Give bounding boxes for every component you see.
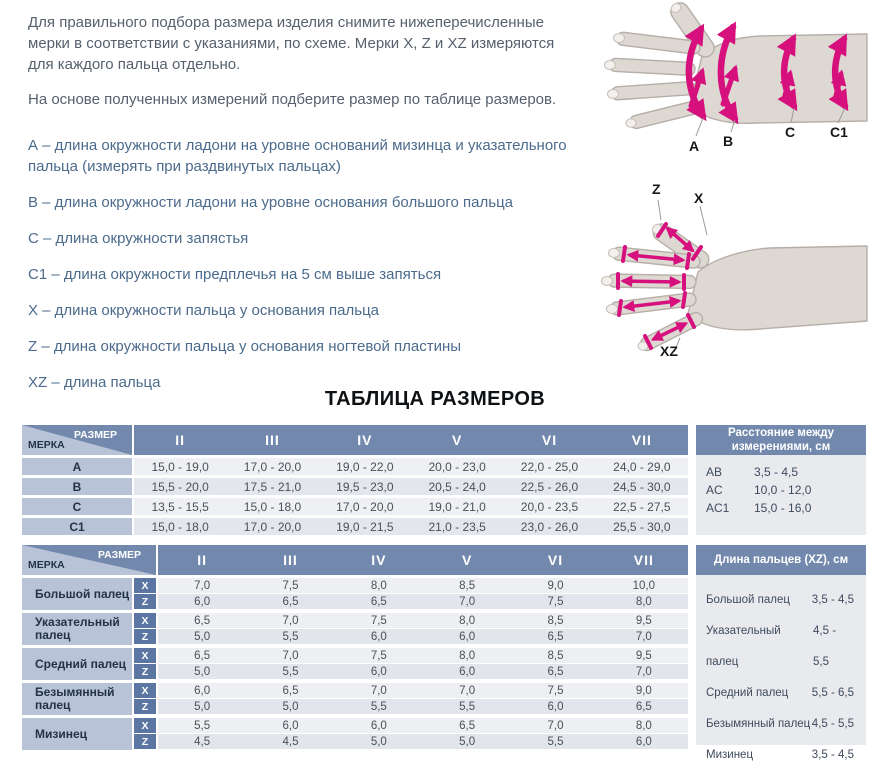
corner-cell [22, 425, 132, 455]
finger-group-row [22, 718, 688, 750]
finger-size-cell: 6,5 [459, 719, 476, 732]
finger-length-row [696, 678, 866, 709]
finger-size-cell: 8,5 [459, 579, 476, 592]
distance-label: AC1 [706, 501, 730, 515]
size-range-cell: 24,5 - 30,0 [613, 479, 671, 494]
finger-name-label: Безымянный палец [22, 683, 132, 715]
distance-panel [696, 425, 866, 535]
size-range-cell: 20,0 - 23,0 [428, 459, 486, 474]
finger-size-cell: 5,5 [282, 630, 299, 643]
finger-size-cell: 6,5 [547, 665, 564, 678]
finger-size-cell: 5,0 [459, 735, 476, 748]
finger-size-cell: 7,0 [635, 630, 652, 643]
size-columns [134, 425, 688, 455]
finger-size-cell: 6,5 [282, 595, 299, 608]
finger-size-cell: 6,0 [459, 630, 476, 643]
finger-length-label: Большой палец [706, 594, 790, 606]
finger-size-cell: 6,5 [194, 614, 211, 627]
finger-size-cell: 7,0 [547, 719, 564, 732]
finger-name-label: Мизинец [22, 718, 132, 750]
finger-length-label: Указательный палец [706, 625, 781, 668]
finger-length-value: 4,5 - 5,5 [813, 625, 837, 668]
finger-name-label: Указательный палец [22, 613, 132, 645]
finger-columns [158, 545, 688, 575]
finger-length-panel [696, 545, 866, 761]
finger-size-cell: 8,0 [370, 579, 387, 592]
size-range-cell: 23,0 - 26,0 [520, 519, 579, 534]
finger-size-cell: 6,0 [635, 735, 652, 748]
size-column-header: IV [357, 432, 373, 448]
finger-length-row [696, 585, 866, 616]
corner-size-label: РАЗМЕР [74, 429, 117, 441]
size-range-cell: 21,0 - 23,5 [428, 519, 486, 534]
measure-key-badge: Z [134, 664, 156, 679]
band-label-b: B [723, 133, 734, 149]
size-column-header: III [283, 552, 298, 568]
size-table-title: ТАБЛИЦА РАЗМЕРОВ [324, 388, 546, 410]
finger-measure-row [134, 664, 688, 679]
size-range-cell: 22,5 - 27,5 [613, 499, 671, 514]
measure-key-badge: X [134, 578, 156, 593]
size-column-header: IV [371, 552, 387, 568]
size-range-cell: 22,0 - 25,0 [520, 459, 579, 474]
size-column-header: III [265, 432, 280, 448]
finger-size-cell: 7,5 [370, 614, 387, 627]
finger-length-row [696, 740, 866, 771]
size-range-cell: 15,5 - 20,0 [151, 479, 209, 494]
size-table-header [22, 425, 688, 455]
intro-section [28, 12, 584, 408]
size-column-header: V [451, 432, 463, 448]
measure-key-badge: Z [134, 734, 156, 749]
finger-size-cell: 8,0 [635, 595, 652, 608]
distance-row [696, 463, 866, 481]
finger-measure-row [134, 718, 688, 733]
size-range-cell: 17,0 - 20,0 [243, 519, 302, 534]
finger-size-cell: 8,0 [635, 719, 652, 732]
measure-key-badge: Z [134, 629, 156, 644]
finger-measure-row [134, 629, 688, 644]
size-table-body [22, 458, 688, 535]
finger-length-row [696, 709, 866, 740]
finger-size-cell: 6,0 [370, 665, 387, 678]
finger-size-cell: 6,0 [194, 595, 211, 608]
finger-size-cell: 7,5 [282, 579, 299, 592]
definition-item: X – длина окружности пальца у основания пальца [28, 302, 380, 319]
finger-length-title: Длина пальцев (XZ), см [696, 545, 866, 575]
finger-measure-row [134, 594, 688, 609]
label-xz: XZ [660, 343, 678, 359]
definition-item: Z – длина окружности пальца у основания ногтевой пластины [28, 338, 462, 355]
hand-circumference-diagram [588, 2, 868, 167]
measure-label: C1 [22, 518, 132, 535]
finger-measure-row [134, 578, 688, 593]
corner-size-label: РАЗМЕР [98, 549, 141, 561]
measure-key-badge: X [134, 648, 156, 663]
size-range-cell: 22,5 - 26,0 [520, 479, 579, 494]
definition-item: А – длина окружности ладони на уровне оснований мизинца и указательного пальца (измерять при раздвинутых пальцах) [28, 137, 567, 175]
finger-length-label: Безымянный палец [706, 718, 811, 730]
finger-size-cell: 7,5 [547, 595, 564, 608]
finger-size-cell: 6,5 [282, 684, 299, 697]
finger-table-header [22, 545, 688, 575]
size-table-row [22, 478, 688, 495]
finger-size-cell: 6,5 [547, 630, 564, 643]
finger-length-value: 3,5 - 4,5 [811, 749, 854, 761]
size-table-row [22, 518, 688, 535]
size-range-cell: 17,5 - 21,0 [243, 479, 302, 494]
size-column-header: VI [547, 552, 564, 568]
finger-size-cell: 7,0 [370, 684, 387, 697]
finger-size-table [22, 545, 688, 753]
band-label-c1: C1 [830, 124, 848, 140]
label-x: X [694, 190, 704, 206]
finger-group-row [22, 578, 688, 610]
band-label-a: A [689, 138, 700, 154]
definition-item: С – длина окружности запястья [28, 230, 249, 247]
distance-label: AB [706, 465, 723, 479]
finger-size-cell: 6,0 [194, 684, 211, 697]
finger-size-cell: 6,0 [370, 719, 387, 732]
finger-name-label: Средний палец [22, 648, 132, 680]
finger-length-value: 3,5 - 4,5 [811, 594, 854, 606]
finger-measure-row [134, 734, 688, 749]
size-column-header: VI [541, 432, 558, 448]
distance-value: 10,0 - 12,0 [754, 483, 812, 497]
finger-length-row [696, 616, 866, 678]
finger-group-row [22, 613, 688, 645]
size-table-row [22, 458, 688, 475]
size-table [22, 425, 688, 538]
measure-key-badge: X [134, 718, 156, 733]
finger-size-cell: 6,0 [370, 630, 387, 643]
finger-length-body [696, 575, 866, 761]
hand-outline [608, 221, 867, 353]
finger-table-body [22, 578, 688, 750]
distance-label: AC [706, 483, 723, 497]
size-column-header: II [197, 552, 208, 568]
distance-value: 15,0 - 16,0 [754, 501, 812, 515]
finger-measure-diagram [588, 178, 868, 368]
distance-row [696, 481, 866, 499]
finger-size-cell: 5,0 [194, 700, 211, 713]
finger-size-cell: 9,0 [547, 579, 564, 592]
finger-size-cell: 10,0 [632, 579, 656, 592]
finger-size-cell: 7,5 [547, 684, 564, 697]
distance-value: 3,5 - 4,5 [754, 465, 799, 479]
corner-measure-label: МЕРКА [28, 439, 65, 451]
finger-size-cell: 8,0 [459, 614, 476, 627]
finger-size-cell: 6,0 [459, 665, 476, 678]
finger-size-cell: 5,5 [282, 665, 299, 678]
size-range-cell: 15,0 - 19,0 [151, 459, 209, 474]
size-range-cell: 19,0 - 21,0 [428, 499, 486, 514]
size-range-cell: 24,0 - 29,0 [613, 459, 671, 474]
finger-size-cell: 4,5 [194, 735, 211, 748]
finger-group-row [22, 648, 688, 680]
size-range-cell: 15,0 - 18,0 [151, 519, 209, 534]
finger-size-cell: 5,5 [370, 700, 387, 713]
finger-size-cell: 7,0 [282, 649, 299, 662]
finger-measure-row [134, 648, 688, 663]
size-range-cell: 15,0 - 18,0 [243, 499, 302, 514]
size-range-cell: 19,5 - 23,0 [336, 479, 394, 494]
finger-size-cell: 4,5 [282, 735, 299, 748]
measure-key-badge: X [134, 683, 156, 698]
corner-cell [22, 545, 156, 575]
finger-size-cell: 7,0 [459, 684, 476, 697]
size-column-header: II [175, 432, 186, 448]
size-range-cell: 17,0 - 20,0 [336, 499, 394, 514]
finger-size-cell: 9,0 [635, 684, 652, 697]
finger-measure-row [134, 699, 688, 714]
distance-panel-title: Расстояние между измерениями, см [696, 425, 866, 455]
finger-size-cell: 5,0 [370, 735, 387, 748]
corner-measure-label: МЕРКА [28, 559, 65, 571]
finger-size-cell: 6,5 [194, 649, 211, 662]
finger-size-cell: 7,0 [635, 665, 652, 678]
finger-size-cell: 5,5 [459, 700, 476, 713]
finger-size-cell: 6,0 [547, 700, 564, 713]
finger-size-cell: 6,5 [370, 595, 387, 608]
hand-illustration-2 [588, 178, 868, 368]
size-range-cell: 20,5 - 24,0 [428, 479, 486, 494]
finger-length-label: Средний палец [706, 687, 789, 699]
measure-key-badge: Z [134, 594, 156, 609]
finger-group-row [22, 683, 688, 715]
finger-length-label: Мизинец [706, 749, 754, 761]
finger-size-cell: 7,0 [194, 579, 211, 592]
finger-size-cell: 5,5 [547, 735, 564, 748]
finger-size-cell: 7,5 [370, 649, 387, 662]
finger-size-cell: 8,5 [547, 649, 564, 662]
definition-item: В – длина окружности ладони на уровне основания большого пальца [28, 194, 514, 211]
size-column-header: VII [631, 432, 652, 448]
label-z: Z [652, 181, 661, 197]
size-range-cell: 19,0 - 22,0 [336, 459, 394, 474]
size-column-header: V [461, 552, 473, 568]
size-range-cell: 13,5 - 15,5 [151, 499, 209, 514]
finger-size-cell: 7,0 [459, 595, 476, 608]
finger-size-cell: 5,0 [282, 700, 299, 713]
finger-measure-row [134, 683, 688, 698]
finger-size-cell: 6,5 [635, 700, 652, 713]
distance-row [696, 499, 866, 517]
size-table-row [22, 498, 688, 515]
finger-size-cell: 8,0 [459, 649, 476, 662]
size-range-cell: 19,0 - 21,5 [336, 519, 394, 534]
intro-paragraph-1: Для правильного подбора размера изделия снимите нижеперечисленные мерки в соответствии с указаниями, по схеме. Мерки X, Z и XZ измеряются для каждого пальца отдельно. [28, 14, 555, 73]
size-range-cell: 17,0 - 20,0 [243, 459, 302, 474]
finger-size-cell: 5,5 [194, 719, 211, 732]
finger-size-cell: 5,0 [194, 630, 211, 643]
finger-size-cell: 5,0 [194, 665, 211, 678]
definitions-list [28, 135, 584, 393]
finger-size-cell: 8,5 [547, 614, 564, 627]
finger-length-value: 4,5 - 5,5 [811, 718, 854, 730]
finger-size-cell: 7,0 [282, 614, 299, 627]
measure-label: B [22, 478, 132, 495]
finger-size-cell: 9,5 [635, 614, 652, 627]
finger-size-cell: 9,5 [635, 649, 652, 662]
definition-item: С1 – длина окружности предплечья на 5 см выше запяться [28, 266, 442, 283]
size-range-cell: 25,5 - 30,0 [613, 519, 671, 534]
hand-outline [609, 0, 867, 130]
distance-panel-body [696, 455, 866, 535]
measure-key-badge: Z [134, 699, 156, 714]
measure-key-badge: X [134, 613, 156, 628]
finger-length-value: 5,5 - 6,5 [811, 687, 854, 699]
measure-label: C [22, 498, 132, 515]
band-label-c: C [785, 124, 796, 140]
intro-paragraph-2: На основе полученных измерений подберите размер по таблице размеров. [28, 91, 557, 108]
size-column-header: VII [633, 552, 654, 568]
definition-item: XZ – длина пальца [28, 374, 161, 391]
measure-label: A [22, 458, 132, 475]
finger-measure-row [134, 613, 688, 628]
finger-size-cell: 6,0 [282, 719, 299, 732]
size-range-cell: 20,0 - 23,5 [520, 499, 579, 514]
finger-name-label: Большой палец [22, 578, 132, 610]
